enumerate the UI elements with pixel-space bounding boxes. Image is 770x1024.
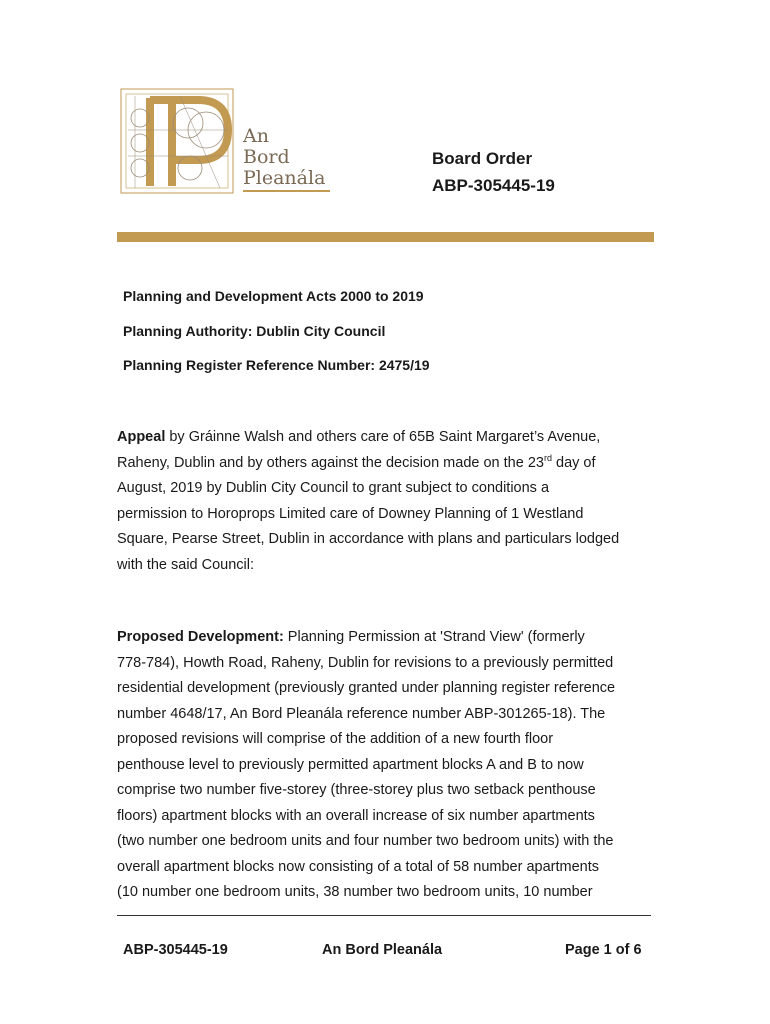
document-heading [432,145,555,199]
proposed-line: proposed revisions will comprise of the addition of a new fourth floor [117,731,554,747]
logo-line-2: Bord [243,146,290,168]
acts-block [123,285,430,389]
proposed-line: floors) apartment blocks with an overall increase of six number apartments [117,807,595,824]
proposed-line: (10 number one bedroom units, 38 number two bedroom units, 10 number [117,884,593,900]
appeal-line-1 [117,425,657,451]
ordinal-suffix: rd [543,452,552,463]
footer-reference: ABP-305445-19 [123,942,228,958]
proposed-line-1 [117,625,657,651]
footer-organisation: An Bord Pleanála [322,942,443,958]
proposed-line: comprise two number five-storey (three-storey plus two setback penthouse [117,782,596,798]
footer-page-number: Page 1 of 6 [565,942,642,958]
document-reference: ABP-305445-19 [432,176,555,195]
proposed-development-paragraph [117,625,657,906]
logo-line-1: An [243,125,269,147]
proposed-line: overall apartment blocks now consisting of a total of 58 number apartments [117,858,599,875]
proposed-line: penthouse level to previously permitted apartment blocks A and B to now [117,756,584,773]
proposed-label: Proposed Development: [117,629,284,645]
logo-wordmark [243,126,325,189]
appeal-text: by Gráinne Walsh and others care of 65B Saint Margaret’s Avenue, [165,429,601,445]
header-divider-bar [117,232,654,242]
appeal-label: Appeal [117,429,166,445]
planning-authority-line: Planning Authority: Dublin City Council [123,322,386,339]
register-reference-line: Planning Register Reference Number: 2475/19 [123,357,430,373]
proposed-line: 778-784), Howth Road, Raheny, Dublin for revisions to a previously permitted [117,654,614,671]
appeal-line: permission to Horoprops Limited care of Downey Planning of 1 Westland [117,505,584,522]
appeal-text: day of [551,454,596,471]
footer-rule [117,915,651,916]
proposed-text: Planning Permission at 'Strand View' (formerly [283,629,585,645]
appeal-line: August, 2019 by Dublin City Council to grant subject to conditions a [117,480,550,496]
proposed-line: (two number one bedroom units and four number two bedroom units) with the [117,833,614,849]
appeal-line: Square, Pearse Street, Dublin in accordance with plans and particulars lodged [117,531,620,547]
logo-line-3: Pleanála [243,167,326,189]
appeal-line: with the said Council: [117,556,255,573]
logo-underline [243,190,330,192]
proposed-line: residential development (previously granted under planning register reference [117,680,616,696]
appeal-text: Raheny, Dublin and by others against the decision made on the 23 [117,454,544,471]
acts-line: Planning and Development Acts 2000 to 2019 [123,288,424,304]
appeal-line-2 [117,451,657,477]
proposed-line: number 4648/17, An Bord Pleanála reference number ABP-301265-18). The [117,705,606,722]
document-title: Board Order [432,149,533,168]
appeal-paragraph [117,425,657,578]
